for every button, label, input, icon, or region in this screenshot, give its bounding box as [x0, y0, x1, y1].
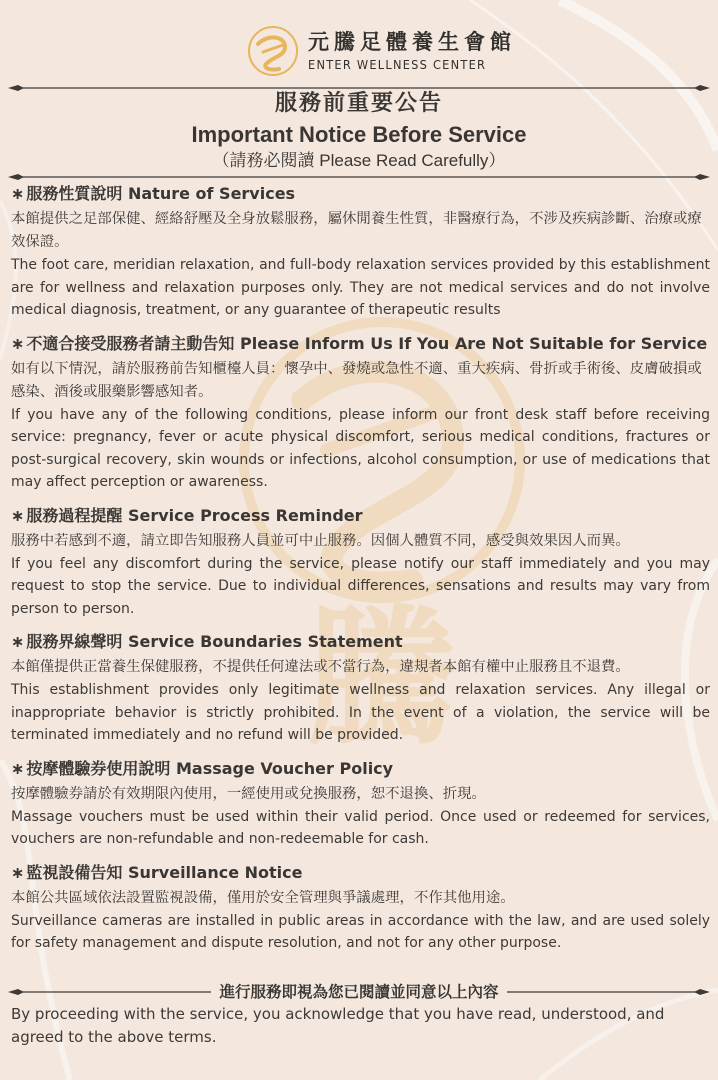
section-text-cn: 本館公共區域依法設置監視設備，僅用於安全管理與爭議處理，不作其他用途。	[11, 889, 515, 906]
section-heading: ∗ 監視設備告知 Surveillance Notice	[11, 862, 303, 882]
section-boundaries	[11, 628, 710, 747]
asterisk-icon: ∗	[11, 758, 25, 778]
section-text-en: Surveillance cameras are installed in public areas in accordance with the law, and are used solely for safety management and dispute resolution, and not for any other purpose.	[11, 912, 710, 951]
section-process-reminder	[11, 502, 710, 621]
page-title-en: Important Notice Before Service	[191, 122, 527, 147]
section-text-en: The foot care, meridian relaxation, and full-body relaxation services provided by this establishment are for wellness and relaxation purposes only. They are not medical services and do not involve medical diagnosis, treatment, or any guarantee of therapeutic results	[11, 257, 710, 318]
section-text-en: If you have any of the following conditions, please inform our front desk staff before receiving service: pregnancy, fever or acute physical discomfort, serious medical conditions, fractures or post-surgical recovery, skin wounds or infections, alcohol consumption, or use of medications that may affect perception or awareness.	[11, 406, 710, 490]
section-text-cn: 本館提供之足部保健、經絡舒壓及全身放鬆服務，屬休閒養生性質，非醫療行為，不涉及疾病診斷、治療或療效保證。	[11, 211, 702, 250]
asterisk-icon: ∗	[11, 333, 25, 353]
section-heading: ∗ 服務界線聲明 Service Boundaries Statement	[11, 632, 403, 651]
brand-logo	[246, 24, 516, 78]
logo-emblem-icon	[246, 24, 300, 78]
asterisk-icon: ∗	[11, 632, 25, 651]
section-heading: ∗ 按摩體驗券使用說明 Massage Voucher Policy	[11, 758, 394, 778]
section-heading: ∗ 不適合接受服務者請主動告知 Please Inform Us If You Are Not Suitable for Service	[11, 333, 708, 353]
section-not-suitable	[11, 330, 710, 494]
page-subtitle: （請務必閱讀 Please Read Carefully）	[212, 151, 506, 170]
section-text-en: If you feel any discomfort during the service, please notify our staff immediately and you may request to stop the service. Due to individual differences, sensations and results may vary from person to person.	[11, 555, 710, 617]
section-text-cn: 本館僅提供正當養生保健服務，不提供任何違法或不當行為，違規者本館有權中止服務且不退費。	[11, 659, 630, 675]
section-text-cn: 服務中若感到不適，請立即告知服務人員並可中止服務。因個人體質不同，感受與效果因人而異。	[11, 532, 630, 549]
section-nature-of-services	[11, 180, 710, 322]
asterisk-icon: ∗	[11, 184, 25, 203]
watermark-character: 騰	[306, 590, 458, 766]
notice-content	[11, 180, 710, 963]
brand-name-cn: 元騰足體養生會館	[308, 29, 516, 54]
section-text-cn: 如有以下情況，請於服務前告知櫃檯人員：懷孕中、發燒或急性不適、重大疾病、骨折或手術後、皮膚破損或感染、酒後或服藥影響感知者。	[11, 360, 702, 400]
footer-text: By proceeding with the service, you acknowledge that you have read, understood, and agreed to the above terms.	[11, 1005, 665, 1046]
page-title-cn: 服務前重要公告	[274, 91, 443, 116]
section-heading: ∗ 服務過程提醒 Service Process Reminder	[11, 505, 363, 525]
footer-heading	[0, 980, 718, 1004]
section-text-en: Massage vouchers must be used within their valid period. Once used or redeemed for services, vouchers are non-refundable and non-redeemable for cash.	[11, 808, 710, 847]
footer-heading-text: 進行服務即視為您已閱讀並同意以上內容	[211, 980, 506, 1004]
section-text-en: This establishment provides only legitimate wellness and relaxation services. Any illegal or inappropriate behavior is strictly prohibited. In the event of a violation, the service will be terminated immediately and no refund will be provided.	[11, 682, 710, 743]
section-surveillance	[11, 859, 710, 955]
section-voucher-policy	[11, 755, 710, 851]
asterisk-icon: ∗	[11, 862, 25, 882]
section-heading: ∗ 服務性質說明 Nature of Services	[11, 184, 296, 203]
asterisk-icon: ∗	[11, 505, 25, 525]
brand-name-en: ENTER WELLNESS CENTER	[308, 58, 487, 72]
section-text-cn: 按摩體驗券請於有效期限內使用，一經使用或兌換服務，恕不退換、折現。	[11, 785, 486, 802]
